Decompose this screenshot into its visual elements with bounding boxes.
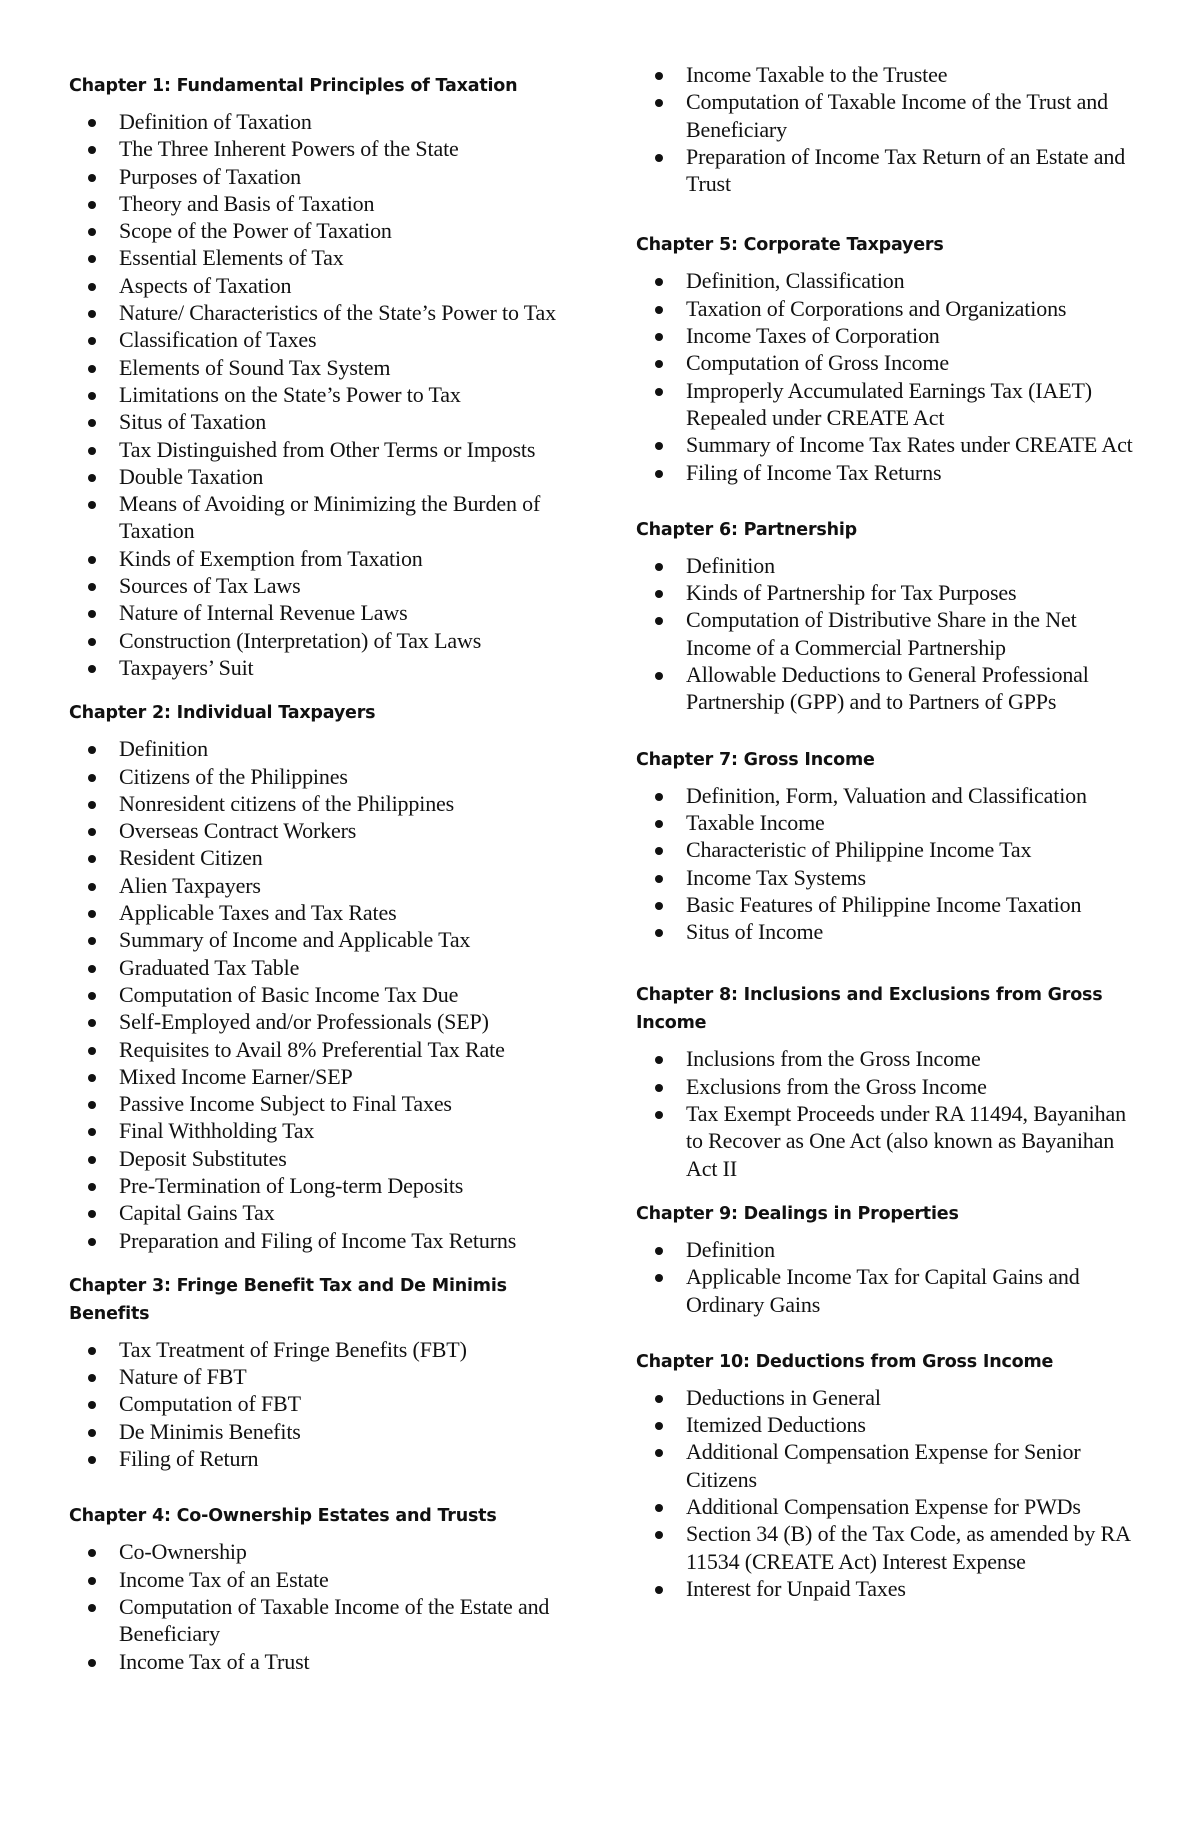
list-item <box>69 954 579 981</box>
bullet-icon <box>88 1156 96 1164</box>
list-item-text: Interest for Unpaid Taxes <box>686 1575 906 1601</box>
list-item <box>69 108 579 135</box>
list-item-text: Sources of Tax Laws <box>119 573 301 599</box>
list-item-text: Deductions in General <box>686 1384 881 1410</box>
left-column <box>69 72 579 1675</box>
bullet-icon <box>655 72 663 80</box>
list-item <box>69 463 579 490</box>
list-item <box>69 299 579 326</box>
list-item-text: Income Taxes of Corporation <box>686 323 940 349</box>
list-item <box>69 572 579 599</box>
list-item <box>69 272 579 299</box>
list-item-text: Situs of Taxation <box>119 409 267 435</box>
bullet-icon <box>655 1586 663 1594</box>
list-item-text: Exclusions from the Gross Income <box>686 1073 987 1099</box>
list-item-text: The Three Inherent Powers of the State <box>119 136 459 162</box>
chapter-title: Chapter 7: Gross Income <box>636 749 875 770</box>
list-item <box>69 1008 579 1035</box>
bullet-icon <box>88 1238 96 1246</box>
list-item <box>636 459 1136 486</box>
bullet-icon <box>88 774 96 782</box>
bullet-icon <box>88 556 96 564</box>
chapter-title: Chapter 9: Dealings in Properties <box>636 1203 959 1224</box>
bullet-icon <box>655 672 663 680</box>
list-item-text: Double Taxation <box>119 463 264 489</box>
bullet-icon <box>88 1210 96 1218</box>
list-item-text: Definition <box>686 1236 775 1262</box>
list-item <box>69 135 579 162</box>
bullet-icon <box>88 365 96 373</box>
list-item-text: Computation of Basic Income Tax Due <box>119 981 459 1007</box>
list-item-text: Basic Features of Philippine Income Taxation <box>686 891 1082 917</box>
bullet-icon <box>655 442 663 450</box>
chapter-title: Chapter 10: Deductions from Gross Income <box>636 1351 1054 1372</box>
bullet-icon <box>655 1247 663 1255</box>
chapter-title: Chapter 3: Fringe Benefit Tax and De Minimis Benefits <box>69 1275 507 1324</box>
chapter-7-list <box>636 782 1136 946</box>
bullet-icon <box>88 883 96 891</box>
bullet-icon <box>655 847 663 855</box>
list-item-text: Taxable Income <box>686 809 825 835</box>
list-item <box>69 1145 579 1172</box>
list-item <box>69 1063 579 1090</box>
list-item <box>636 295 1136 322</box>
bullet-icon <box>655 360 663 368</box>
list-item <box>636 1236 1136 1263</box>
bullet-icon <box>655 154 663 162</box>
bullet-icon <box>88 1047 96 1055</box>
list-item-text: Aspects of Taxation <box>119 272 292 298</box>
bullet-icon <box>655 902 663 910</box>
list-item-text: Capital Gains Tax <box>119 1200 275 1226</box>
bullet-icon <box>655 388 663 396</box>
bullet-icon <box>655 590 663 598</box>
list-item-text: Taxpayers’ Suit <box>119 654 254 680</box>
chapter-3 <box>69 1272 579 1472</box>
bullet-icon <box>88 146 96 154</box>
bullet-icon <box>88 310 96 318</box>
list-item <box>69 490 579 545</box>
list-item-text: Nature/ Characteristics of the State’s Power to Tax <box>119 300 557 326</box>
bullet-icon <box>88 1183 96 1191</box>
list-item <box>636 267 1136 294</box>
list-item <box>636 864 1136 891</box>
chapter-7 <box>636 746 1136 946</box>
list-item <box>69 1648 579 1675</box>
list-item-text: Final Withholding Tax <box>119 1118 315 1144</box>
list-item <box>69 817 579 844</box>
chapter-3-list <box>69 1336 579 1472</box>
list-item <box>636 891 1136 918</box>
list-item-text: Itemized Deductions <box>686 1412 866 1438</box>
bullet-icon <box>88 1429 96 1437</box>
list-item-text: Additional Compensation Expense for Senior Citizens <box>686 1439 1081 1492</box>
bullet-icon <box>88 228 96 236</box>
list-item <box>636 809 1136 836</box>
list-item <box>69 1090 579 1117</box>
chapter-6-list <box>636 552 1136 716</box>
list-item <box>69 1336 579 1363</box>
chapter-title: Chapter 1: Fundamental Principles of Taxation <box>69 76 518 96</box>
chapter-4-continued-list <box>636 61 1136 197</box>
chapter-1 <box>69 72 579 681</box>
list-item-text: Construction (Interpretation) of Tax Laws <box>119 627 482 653</box>
list-item <box>69 190 579 217</box>
chapter-4-list <box>69 1538 579 1674</box>
list-item-text: Preparation and Filing of Income Tax Returns <box>119 1227 517 1253</box>
list-item-text: Computation of FBT <box>119 1391 301 1417</box>
list-item <box>636 431 1136 458</box>
list-item <box>69 1445 579 1472</box>
chapter-1-list <box>69 108 579 681</box>
bullet-icon <box>88 1401 96 1409</box>
bullet-icon <box>655 333 663 341</box>
chapter-6 <box>636 516 1136 716</box>
list-item <box>69 217 579 244</box>
chapter-8 <box>636 981 1136 1181</box>
list-item <box>69 326 579 353</box>
list-item <box>636 322 1136 349</box>
bullet-icon <box>88 392 96 400</box>
bullet-icon <box>88 992 96 1000</box>
list-item-text: Elements of Sound Tax System <box>119 354 391 380</box>
list-item <box>69 1199 579 1226</box>
list-item <box>636 1520 1136 1575</box>
list-item <box>636 1263 1136 1318</box>
bullet-icon <box>655 929 663 937</box>
list-item <box>69 599 579 626</box>
list-item <box>636 1384 1136 1411</box>
list-item <box>636 782 1136 809</box>
bullet-icon <box>88 1128 96 1136</box>
chapter-5 <box>636 231 1136 485</box>
list-item-text: Citizens of the Philippines <box>119 763 348 789</box>
bullet-icon <box>88 501 96 509</box>
list-item-text: Nature of FBT <box>119 1364 247 1390</box>
chapter-8-list <box>636 1045 1136 1181</box>
chapter-4 <box>69 1502 579 1674</box>
list-item-text: Filing of Income Tax Returns <box>686 459 942 485</box>
list-item <box>636 1493 1136 1520</box>
chapter-title: Chapter 8: Inclusions and Exclusions from Gross Income <box>636 985 1103 1034</box>
bullet-icon <box>88 1019 96 1027</box>
list-item-text: Income Tax Systems <box>686 864 866 890</box>
bullet-icon <box>88 910 96 918</box>
bullet-icon <box>655 306 663 314</box>
list-item-text: Improperly Accumulated Earnings Tax (IAET) Repealed under CREATE Act <box>686 377 1092 430</box>
chapter-2 <box>69 699 579 1254</box>
list-item-text: Characteristic of Philippine Income Tax <box>686 837 1032 863</box>
list-item-text: Preparation of Income Tax Return of an Estate and Trust <box>686 143 1126 197</box>
list-item-text: Purposes of Taxation <box>119 163 302 189</box>
list-item-text: Section 34 (B) of the Tax Code, as amended by RA 11534 (CREATE Act) Interest Expense <box>686 1521 1130 1574</box>
chapter-title: Chapter 6: Partnership <box>636 519 857 540</box>
chapter-4-continued <box>636 61 1136 197</box>
list-item-text: Summary of Income and Applicable Tax <box>119 927 471 953</box>
list-item <box>636 143 1136 198</box>
list-item-text: Classification of Taxes <box>119 327 317 353</box>
list-item <box>636 552 1136 579</box>
bullet-icon <box>88 1604 96 1612</box>
bullet-icon <box>655 278 663 286</box>
list-item <box>69 981 579 1008</box>
list-item <box>69 163 579 190</box>
list-item <box>69 844 579 871</box>
list-item-text: Tax Exempt Proceeds under RA 11494, Bayanihan to Recover as One Act (also known as Bayanihan Act II <box>686 1101 1126 1181</box>
bullet-icon <box>655 1531 663 1539</box>
chapter-title: Chapter 2: Individual Taxpayers <box>69 703 376 724</box>
list-item-text: Summary of Income Tax Rates under CREATE Act <box>686 432 1133 458</box>
list-item-text: Graduated Tax Table <box>119 954 300 980</box>
bullet-icon <box>655 1449 663 1457</box>
bullet-icon <box>88 283 96 291</box>
list-item-text: Essential Elements of Tax <box>119 245 344 271</box>
list-item <box>69 790 579 817</box>
bullet-icon <box>655 1274 663 1282</box>
bullet-icon <box>88 1577 96 1585</box>
list-item-text: Tax Distinguished from Other Terms or Imposts <box>119 436 536 462</box>
bullet-icon <box>88 828 96 836</box>
list-item-text: Computation of Distributive Share in the Net Income of a Commercial Partnership <box>686 607 1077 660</box>
bullet-icon <box>88 1659 96 1667</box>
list-item-text: Scope of the Power of Taxation <box>119 218 392 244</box>
list-item-text: Theory and Basis of Taxation <box>119 190 375 216</box>
bullet-icon <box>655 1422 663 1430</box>
bullet-icon <box>88 1347 96 1355</box>
bullet-icon <box>88 255 96 263</box>
list-item-text: Tax Treatment of Fringe Benefits (FBT) <box>119 1336 467 1362</box>
bullet-icon <box>88 119 96 127</box>
bullet-icon <box>88 1101 96 1109</box>
list-item-text: Deposit Substitutes <box>119 1145 287 1171</box>
list-item-text: Nonresident citizens of the Philippines <box>119 790 455 816</box>
list-item-text: Resident Citizen <box>119 845 263 871</box>
list-item <box>636 1073 1136 1100</box>
bullet-icon <box>655 793 663 801</box>
bullet-icon <box>655 820 663 828</box>
chapter-10 <box>636 1348 1136 1602</box>
chapter-10-list <box>636 1384 1136 1602</box>
list-item <box>69 899 579 926</box>
list-item-text: Computation of Taxable Income of the Trust and Beneficiary <box>686 89 1108 142</box>
list-item <box>69 408 579 435</box>
list-item-text: Applicable Taxes and Tax Rates <box>119 900 397 926</box>
list-item <box>69 1117 579 1144</box>
list-item <box>636 349 1136 376</box>
list-item-text: Taxation of Corporations and Organizations <box>686 295 1067 321</box>
chapter-title: Chapter 5: Corporate Taxpayers <box>636 235 944 256</box>
bullet-icon <box>655 99 663 107</box>
bullet-icon <box>88 610 96 618</box>
list-item <box>69 1538 579 1565</box>
list-item-text: Means of Avoiding or Minimizing the Burden of Taxation <box>119 491 541 544</box>
list-item <box>69 1363 579 1390</box>
chapter-9 <box>636 1200 1136 1318</box>
bullet-icon <box>88 583 96 591</box>
list-item <box>69 763 579 790</box>
list-item-text: Alien Taxpayers <box>119 872 261 898</box>
list-item <box>636 1045 1136 1072</box>
bullet-icon <box>655 1084 663 1092</box>
list-item <box>636 377 1136 432</box>
list-item-text: Income Tax of a Trust <box>119 1648 310 1674</box>
bullet-icon <box>88 855 96 863</box>
list-item-text: Computation of Gross Income <box>686 350 949 376</box>
chapter-9-list <box>636 1236 1136 1318</box>
bullet-icon <box>655 875 663 883</box>
bullet-icon <box>655 1504 663 1512</box>
list-item <box>636 88 1136 143</box>
list-item-text: Nature of Internal Revenue Laws <box>119 600 408 626</box>
list-item-text: De Minimis Benefits <box>119 1418 301 1444</box>
list-item <box>69 1036 579 1063</box>
list-item <box>69 926 579 953</box>
list-item <box>636 836 1136 863</box>
bullet-icon <box>88 201 96 209</box>
chapter-title: Chapter 4: Co-Ownership Estates and Trusts <box>69 1506 497 1527</box>
bullet-icon <box>88 937 96 945</box>
list-item <box>69 436 579 463</box>
list-item-text: Definition, Form, Valuation and Classification <box>686 782 1087 808</box>
bullet-icon <box>655 563 663 571</box>
list-item-text: Applicable Income Tax for Capital Gains and Ordinary Gains <box>686 1264 1080 1317</box>
bullet-icon <box>88 965 96 973</box>
list-item-text: Requisites to Avail 8% Preferential Tax Rate <box>119 1036 505 1062</box>
list-item <box>69 1418 579 1445</box>
list-item-text: Self-Employed and/or Professionals (SEP) <box>119 1009 489 1035</box>
list-item <box>69 545 579 572</box>
list-item <box>636 1438 1136 1493</box>
bullet-icon <box>88 1074 96 1082</box>
list-item-text: Passive Income Subject to Final Taxes <box>119 1091 452 1117</box>
list-item <box>69 1390 579 1417</box>
bullet-icon <box>88 447 96 455</box>
list-item-text: Allowable Deductions to General Professional Partnership (GPP) and to Partners of GPPs <box>686 662 1089 715</box>
list-item <box>69 381 579 408</box>
chapter-2-list <box>69 735 579 1254</box>
list-item-text: Kinds of Exemption from Taxation <box>119 545 423 571</box>
list-item-text: Definition <box>686 552 775 578</box>
bullet-icon <box>88 474 96 482</box>
bullet-icon <box>88 1549 96 1557</box>
bullet-icon <box>88 1374 96 1382</box>
list-item <box>69 1172 579 1199</box>
bullet-icon <box>655 1111 663 1119</box>
list-item-text: Income Tax of an Estate <box>119 1566 329 1592</box>
list-item <box>69 872 579 899</box>
list-item-text: Additional Compensation Expense for PWDs <box>686 1493 1081 1519</box>
list-item <box>636 61 1136 88</box>
list-item <box>636 579 1136 606</box>
list-item <box>69 354 579 381</box>
list-item <box>636 1411 1136 1438</box>
list-item-text: Situs of Income <box>686 919 824 945</box>
list-item-text: Definition of Taxation <box>119 109 312 134</box>
bullet-icon <box>88 801 96 809</box>
list-item-text: Overseas Contract Workers <box>119 818 357 844</box>
list-item <box>636 1100 1136 1182</box>
bullet-icon <box>655 1395 663 1403</box>
chapter-5-list <box>636 267 1136 485</box>
right-column <box>636 61 1136 1602</box>
bullet-icon <box>655 1056 663 1064</box>
list-item-text: Income Taxable to the Trustee <box>686 62 948 87</box>
bullet-icon <box>88 1456 96 1464</box>
bullet-icon <box>88 746 96 754</box>
list-item <box>69 654 579 681</box>
list-item-text: Limitations on the State’s Power to Tax <box>119 381 461 407</box>
list-item-text: Inclusions from the Gross Income <box>686 1046 981 1072</box>
bullet-icon <box>88 337 96 345</box>
bullet-icon <box>88 638 96 646</box>
list-item-text: Mixed Income Earner/SEP <box>119 1063 353 1089</box>
bullet-icon <box>655 617 663 625</box>
list-item <box>636 606 1136 661</box>
list-item <box>69 1227 579 1254</box>
list-item-text: Pre-Termination of Long-term Deposits <box>119 1172 464 1198</box>
bullet-icon <box>655 470 663 478</box>
bullet-icon <box>88 665 96 673</box>
list-item <box>636 918 1136 945</box>
list-item-text: Kinds of Partnership for Tax Purposes <box>686 580 1017 606</box>
bullet-icon <box>88 419 96 427</box>
list-item <box>636 661 1136 716</box>
list-item <box>69 1566 579 1593</box>
bullet-icon <box>88 174 96 182</box>
list-item-text: Definition, Classification <box>686 268 905 294</box>
list-item-text: Co-Ownership <box>119 1539 247 1565</box>
list-item-text: Computation of Taxable Income of the Estate and Beneficiary <box>119 1593 550 1647</box>
list-item-text: Filing of Return <box>119 1446 259 1472</box>
list-item-text: Definition <box>119 736 208 762</box>
list-item <box>69 627 579 654</box>
list-item <box>636 1575 1136 1602</box>
list-item <box>69 244 579 271</box>
list-item <box>69 735 579 762</box>
list-item <box>69 1593 579 1648</box>
